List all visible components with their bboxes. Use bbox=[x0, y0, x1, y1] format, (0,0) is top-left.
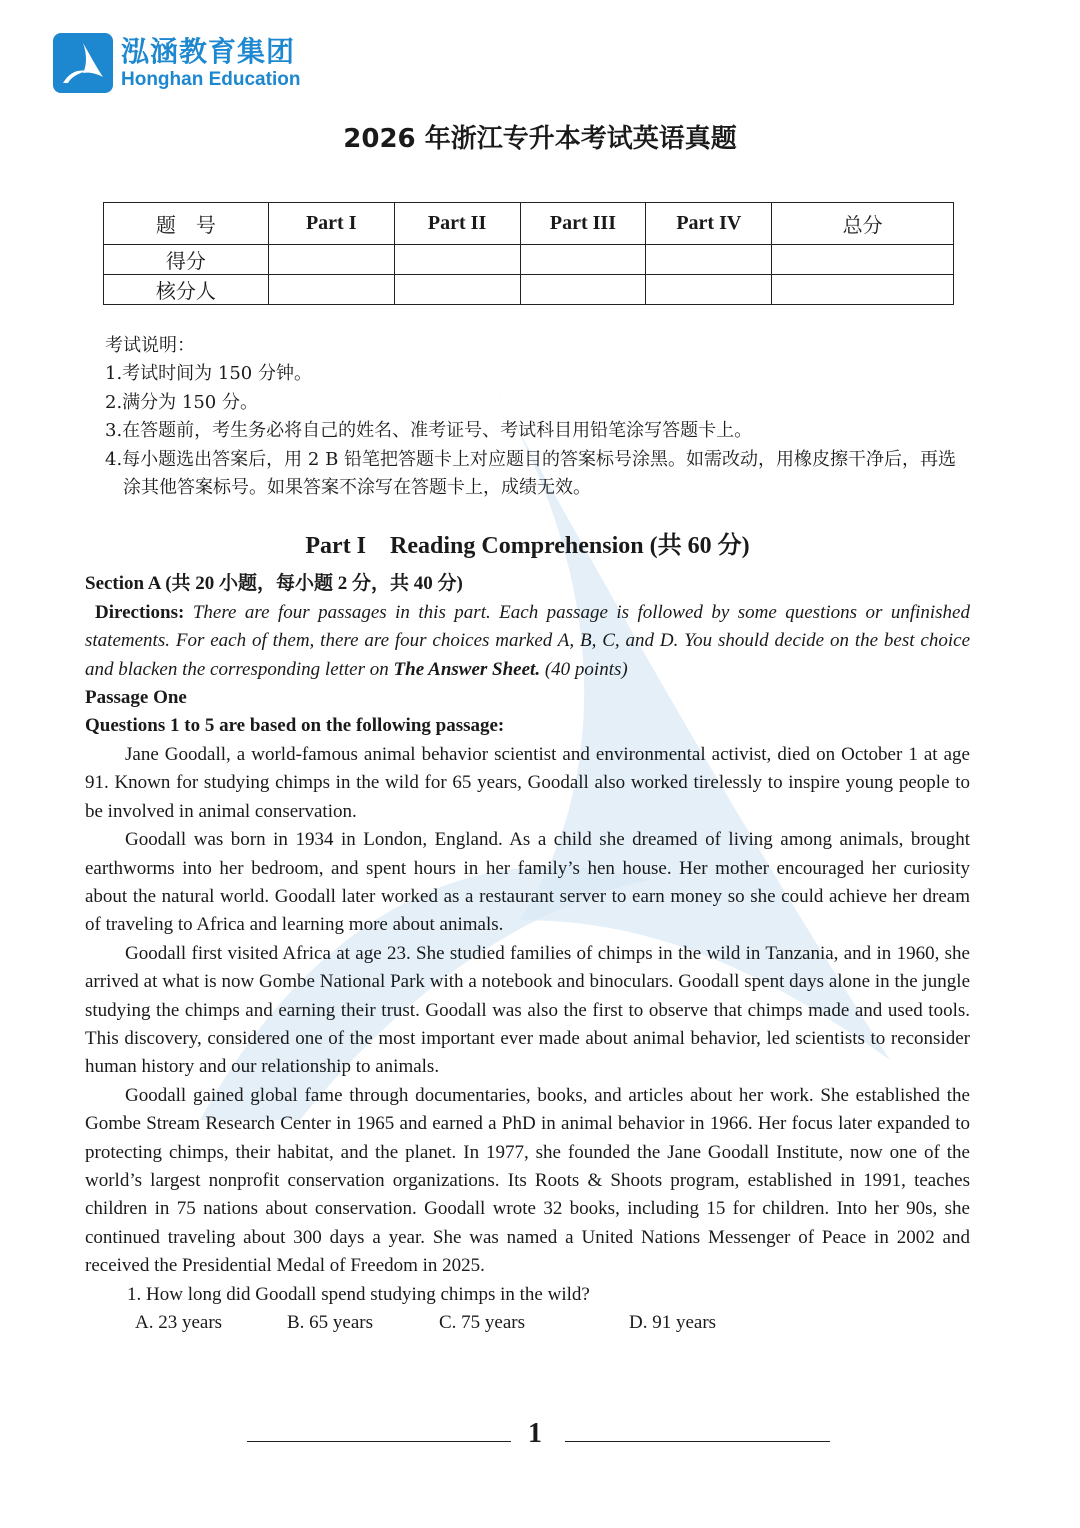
option-a[interactable]: A. 23 years bbox=[135, 1312, 223, 1333]
passage-paragraph: Goodall was born in 1934 in London, England. As a child she dreamed of living among animals, brought earthworms into her bedroom, and spent hours in her family’s hen house. Her mother encouraged her curiosity about the natural world. Goodall later worked as a restaurant server to earn money so she could achieve her dream of traveling to Africa and learning more about animals. bbox=[85, 829, 970, 936]
checker-row bbox=[104, 275, 954, 305]
score-row bbox=[104, 245, 954, 275]
exam-title: 2026 年浙江专升本考试英语真题 bbox=[343, 124, 737, 154]
row-label-checker: 核分人 bbox=[104, 275, 269, 305]
section-heading: Section A (共 20 小题，每小题 2 分，共 40 分) bbox=[85, 573, 463, 595]
passage-paragraph: Goodall first visited Africa at age 23. She studied families of chimps in the wild in Tanzania, and in 1960, she arrived at what is now Gombe National Park with a notebook and binoculars. Goodall spent days alone in the jungle studying the chimps and earning their trust. Goodall was also the first to observe that chimps made and used tools. This discovery, considered one of the most important ever made about animal behavior, led scientists to reconsider human history and our relationship to animals. bbox=[85, 942, 970, 1078]
question-1-options bbox=[85, 1309, 970, 1337]
header-part-3: Part III bbox=[520, 203, 646, 245]
exam-instructions bbox=[85, 332, 970, 502]
score-cell bbox=[646, 245, 772, 275]
option-d[interactable]: D. 91 years bbox=[629, 1312, 717, 1333]
brand-name-cn: 泓涵教育集团 bbox=[121, 35, 296, 68]
directions-label: Directions: bbox=[95, 601, 185, 623]
questions-intro: Questions 1 to 5 are based on the following passage: bbox=[85, 715, 505, 737]
score-cell bbox=[268, 245, 394, 275]
exam-content bbox=[85, 332, 970, 1337]
directions bbox=[85, 599, 970, 684]
passage-paragraph: Goodall gained global fame through documentaries, books, and articles about her work. She established the Gombe Stream Research Center in 1965 and earned a PhD in animal behavior in 1966. Her focus later expanded to protecting chimps, their habitat, and the planet. In 1977, she founded the Jane Goodall Institute, now one of the world’s largest nonprofit conservation organizations. Its Roots & Shoots program, established in 1991, teaches children in 75 nations about conservation. Goodall wrote 32 books, including 15 for children. Into her 90s, she continued traveling about 300 days a year. She was named a United Nations Messenger of Peace in 2002 and received the Presidential Medal of Freedom in 2025. bbox=[85, 1084, 970, 1277]
part-heading: Part I Reading Comprehension (共 60 分) bbox=[305, 533, 750, 560]
checker-cell bbox=[268, 275, 394, 305]
page-footer bbox=[0, 1418, 1080, 1458]
row-label-score: 得分 bbox=[104, 245, 269, 275]
score-cell bbox=[394, 245, 520, 275]
score-table-header-row bbox=[104, 203, 954, 245]
dolphin-icon bbox=[53, 33, 113, 93]
instruction-item: 4.每小题选出答案后，用 2 B 铅笔把答题卡上对应题目的答案标号涂黑。如需改动，用橡皮擦干净后，再选涂其他答案标号。如果答案不涂写在答题卡上，成绩无效。 bbox=[105, 448, 957, 499]
brand-logo bbox=[53, 33, 300, 93]
header-part-1: Part I bbox=[268, 203, 394, 245]
header-part-4: Part IV bbox=[646, 203, 772, 245]
instruction-item: 2.满分为 150 分。 bbox=[105, 391, 258, 413]
brand-name-en: Honghan Education bbox=[121, 69, 301, 90]
checker-cell bbox=[394, 275, 520, 305]
checker-cell bbox=[520, 275, 646, 305]
instructions-heading: 考试说明： bbox=[105, 335, 195, 356]
directions-points: (40 points) bbox=[540, 658, 628, 680]
question-1: 1. How long did Goodall spend studying chimps in the wild? bbox=[127, 1283, 590, 1305]
header-question-number: 题 号 bbox=[104, 203, 269, 245]
checker-cell bbox=[646, 275, 772, 305]
passage-title: Passage One bbox=[85, 687, 187, 709]
checker-cell bbox=[772, 275, 954, 305]
page-number: 1 bbox=[528, 1418, 542, 1449]
footer-rule-right bbox=[565, 1441, 830, 1442]
score-cell bbox=[520, 245, 646, 275]
score-cell bbox=[772, 245, 954, 275]
instruction-item: 3.在答题前，考生务必将自己的姓名、准考证号、考试科目用铅笔涂写答题卡上。 bbox=[105, 420, 753, 442]
header-part-2: Part II bbox=[394, 203, 520, 245]
score-table bbox=[103, 202, 954, 305]
passage-paragraph: Jane Goodall, a world-famous animal behavior scientist and environmental activist, died on October 1 at age 91. Known for studying chimps in the wild for 65 years, Goodall also worked tirelessly to inspire young people to be involved in animal conservation. bbox=[85, 743, 970, 822]
option-b[interactable]: B. 65 years bbox=[287, 1312, 374, 1333]
header-total: 总分 bbox=[772, 203, 954, 245]
answer-sheet-label: The Answer Sheet. bbox=[393, 658, 541, 680]
directions-text: There are four passages in this part. Each passage is followed by some questions or unfinished statements. For each of them, there are four choices marked A, B, C, and D. You should decide on the best choice and blacken the corresponding letter on bbox=[85, 601, 970, 680]
option-c[interactable]: C. 75 years bbox=[439, 1312, 526, 1333]
instruction-item: 1.考试时间为 150 分钟。 bbox=[105, 363, 312, 385]
